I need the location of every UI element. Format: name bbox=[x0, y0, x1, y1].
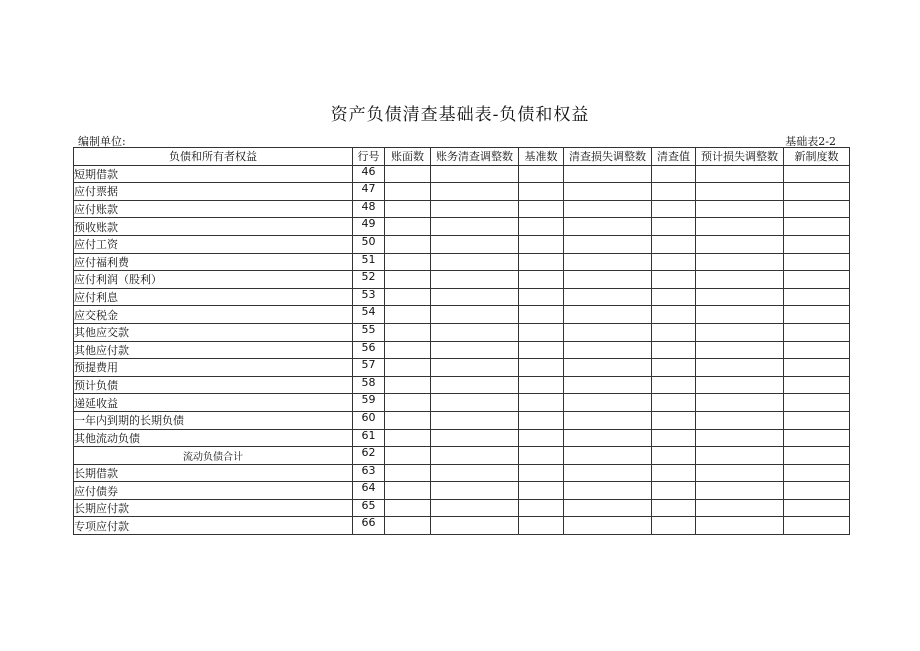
row-number: 53 bbox=[353, 288, 385, 306]
row-number: 46 bbox=[353, 165, 385, 183]
item-name: 长期应付款 bbox=[74, 499, 353, 517]
value-cell bbox=[652, 429, 696, 447]
value-cell bbox=[385, 306, 431, 324]
value-cell bbox=[431, 447, 519, 465]
value-cell bbox=[431, 183, 519, 201]
value-cell bbox=[784, 341, 850, 359]
column-header: 预计损失调整数 bbox=[696, 148, 784, 166]
value-cell bbox=[696, 517, 784, 535]
item-name: 应付账款 bbox=[74, 200, 353, 218]
row-number: 60 bbox=[353, 411, 385, 429]
value-cell bbox=[784, 359, 850, 377]
column-header: 清查损失调整数 bbox=[564, 148, 652, 166]
item-name: 其他流动负债 bbox=[74, 429, 353, 447]
value-cell bbox=[564, 394, 652, 412]
value-cell bbox=[564, 288, 652, 306]
row-number: 50 bbox=[353, 235, 385, 253]
item-name: 应付福利费 bbox=[74, 253, 353, 271]
value-cell bbox=[519, 499, 564, 517]
value-cell bbox=[564, 306, 652, 324]
value-cell bbox=[519, 306, 564, 324]
value-cell bbox=[385, 341, 431, 359]
value-cell bbox=[564, 341, 652, 359]
table-row bbox=[74, 341, 850, 359]
value-cell bbox=[431, 429, 519, 447]
table-row bbox=[74, 411, 850, 429]
row-number: 48 bbox=[353, 200, 385, 218]
value-cell bbox=[652, 323, 696, 341]
value-cell bbox=[519, 183, 564, 201]
value-cell bbox=[784, 464, 850, 482]
value-cell bbox=[519, 341, 564, 359]
table-row bbox=[74, 218, 850, 236]
value-cell bbox=[431, 253, 519, 271]
value-cell bbox=[696, 235, 784, 253]
value-cell bbox=[564, 165, 652, 183]
item-name: 一年内到期的长期负债 bbox=[74, 411, 353, 429]
value-cell bbox=[784, 183, 850, 201]
value-cell bbox=[431, 376, 519, 394]
item-name: 应付利息 bbox=[74, 288, 353, 306]
value-cell bbox=[784, 376, 850, 394]
table-row bbox=[74, 464, 850, 482]
value-cell bbox=[564, 429, 652, 447]
value-cell bbox=[784, 165, 850, 183]
item-name: 应付债券 bbox=[74, 482, 353, 500]
value-cell bbox=[696, 306, 784, 324]
row-number: 49 bbox=[353, 218, 385, 236]
value-cell bbox=[519, 447, 564, 465]
item-name: 短期借款 bbox=[74, 165, 353, 183]
value-cell bbox=[696, 323, 784, 341]
value-cell bbox=[519, 394, 564, 412]
row-number: 57 bbox=[353, 359, 385, 377]
value-cell bbox=[431, 271, 519, 289]
value-cell bbox=[519, 429, 564, 447]
value-cell bbox=[431, 288, 519, 306]
value-cell bbox=[385, 429, 431, 447]
row-number: 54 bbox=[353, 306, 385, 324]
column-header: 负债和所有者权益 bbox=[74, 148, 353, 166]
value-cell bbox=[431, 341, 519, 359]
value-cell bbox=[385, 359, 431, 377]
value-cell bbox=[385, 200, 431, 218]
value-cell bbox=[784, 218, 850, 236]
value-cell bbox=[784, 517, 850, 535]
value-cell bbox=[652, 306, 696, 324]
value-cell bbox=[431, 394, 519, 412]
header-row bbox=[74, 148, 850, 166]
value-cell bbox=[696, 341, 784, 359]
value-cell bbox=[564, 323, 652, 341]
value-cell bbox=[431, 200, 519, 218]
value-cell bbox=[431, 482, 519, 500]
item-name: 应付票据 bbox=[74, 183, 353, 201]
value-cell bbox=[519, 235, 564, 253]
value-cell bbox=[652, 411, 696, 429]
row-number: 58 bbox=[353, 376, 385, 394]
table-row bbox=[74, 183, 850, 201]
page-title: 资产负债清查基础表-负债和权益 bbox=[330, 105, 590, 125]
value-cell bbox=[696, 218, 784, 236]
value-cell bbox=[652, 165, 696, 183]
value-cell bbox=[696, 464, 784, 482]
value-cell bbox=[385, 183, 431, 201]
value-cell bbox=[784, 253, 850, 271]
table-row bbox=[74, 429, 850, 447]
value-cell bbox=[519, 253, 564, 271]
column-header: 账务清查调整数 bbox=[431, 148, 519, 166]
value-cell bbox=[696, 165, 784, 183]
row-number: 62 bbox=[353, 447, 385, 465]
value-cell bbox=[564, 447, 652, 465]
value-cell bbox=[385, 253, 431, 271]
row-number: 64 bbox=[353, 482, 385, 500]
value-cell bbox=[564, 235, 652, 253]
value-cell bbox=[431, 499, 519, 517]
table-row bbox=[74, 394, 850, 412]
row-number: 61 bbox=[353, 429, 385, 447]
row-number: 52 bbox=[353, 271, 385, 289]
value-cell bbox=[784, 394, 850, 412]
value-cell bbox=[385, 517, 431, 535]
value-cell bbox=[385, 447, 431, 465]
value-cell bbox=[784, 200, 850, 218]
table-row bbox=[74, 200, 850, 218]
value-cell bbox=[784, 429, 850, 447]
value-cell bbox=[519, 165, 564, 183]
value-cell bbox=[652, 394, 696, 412]
table-row bbox=[74, 253, 850, 271]
value-cell bbox=[385, 464, 431, 482]
value-cell bbox=[696, 411, 784, 429]
value-cell bbox=[519, 517, 564, 535]
value-cell bbox=[696, 499, 784, 517]
value-cell bbox=[564, 253, 652, 271]
item-name: 长期借款 bbox=[74, 464, 353, 482]
column-header: 清查值 bbox=[652, 148, 696, 166]
value-cell bbox=[564, 376, 652, 394]
value-cell bbox=[385, 323, 431, 341]
item-name: 预收账款 bbox=[74, 218, 353, 236]
value-cell bbox=[431, 323, 519, 341]
value-cell bbox=[784, 482, 850, 500]
value-cell bbox=[385, 235, 431, 253]
table-row bbox=[74, 359, 850, 377]
value-cell bbox=[652, 200, 696, 218]
value-cell bbox=[564, 218, 652, 236]
table-row bbox=[74, 235, 850, 253]
balance-sheet-table bbox=[73, 147, 850, 535]
item-name: 专项应付款 bbox=[74, 517, 353, 535]
value-cell bbox=[784, 411, 850, 429]
value-cell bbox=[564, 464, 652, 482]
table-body bbox=[74, 165, 850, 534]
table-row bbox=[74, 482, 850, 500]
table-row bbox=[74, 288, 850, 306]
item-name: 流动负债合计 bbox=[74, 447, 353, 465]
value-cell bbox=[784, 447, 850, 465]
value-cell bbox=[652, 464, 696, 482]
value-cell bbox=[784, 288, 850, 306]
item-name: 应交税金 bbox=[74, 306, 353, 324]
table-row bbox=[74, 447, 850, 465]
item-name: 应付工资 bbox=[74, 235, 353, 253]
column-header: 基准数 bbox=[519, 148, 564, 166]
value-cell bbox=[652, 235, 696, 253]
value-cell bbox=[564, 200, 652, 218]
value-cell bbox=[784, 306, 850, 324]
row-number: 51 bbox=[353, 253, 385, 271]
table-row bbox=[74, 271, 850, 289]
value-cell bbox=[652, 271, 696, 289]
value-cell bbox=[431, 359, 519, 377]
table-row bbox=[74, 323, 850, 341]
value-cell bbox=[385, 165, 431, 183]
value-cell bbox=[696, 447, 784, 465]
table-row bbox=[74, 165, 850, 183]
row-number: 47 bbox=[353, 183, 385, 201]
row-number: 55 bbox=[353, 323, 385, 341]
value-cell bbox=[431, 464, 519, 482]
value-cell bbox=[564, 271, 652, 289]
value-cell bbox=[564, 499, 652, 517]
value-cell bbox=[385, 482, 431, 500]
value-cell bbox=[696, 253, 784, 271]
value-cell bbox=[431, 517, 519, 535]
value-cell bbox=[519, 464, 564, 482]
value-cell bbox=[784, 271, 850, 289]
value-cell bbox=[696, 288, 784, 306]
value-cell bbox=[652, 376, 696, 394]
value-cell bbox=[696, 183, 784, 201]
value-cell bbox=[784, 235, 850, 253]
value-cell bbox=[564, 482, 652, 500]
item-name: 其他应付款 bbox=[74, 341, 353, 359]
value-cell bbox=[431, 165, 519, 183]
row-number: 56 bbox=[353, 341, 385, 359]
value-cell bbox=[519, 359, 564, 377]
value-cell bbox=[385, 271, 431, 289]
value-cell bbox=[519, 482, 564, 500]
value-cell bbox=[564, 183, 652, 201]
value-cell bbox=[784, 323, 850, 341]
table-row bbox=[74, 499, 850, 517]
value-cell bbox=[564, 359, 652, 377]
value-cell bbox=[696, 271, 784, 289]
value-cell bbox=[696, 429, 784, 447]
value-cell bbox=[652, 447, 696, 465]
column-header: 账面数 bbox=[385, 148, 431, 166]
value-cell bbox=[519, 288, 564, 306]
value-cell bbox=[652, 288, 696, 306]
value-cell bbox=[519, 200, 564, 218]
column-header: 新制度数 bbox=[784, 148, 850, 166]
value-cell bbox=[652, 517, 696, 535]
row-number: 65 bbox=[353, 499, 385, 517]
value-cell bbox=[431, 306, 519, 324]
value-cell bbox=[564, 411, 652, 429]
value-cell bbox=[519, 411, 564, 429]
item-name: 其他应交款 bbox=[74, 323, 353, 341]
value-cell bbox=[385, 411, 431, 429]
value-cell bbox=[431, 218, 519, 236]
value-cell bbox=[652, 253, 696, 271]
value-cell bbox=[652, 183, 696, 201]
value-cell bbox=[385, 499, 431, 517]
value-cell bbox=[696, 200, 784, 218]
value-cell bbox=[519, 376, 564, 394]
row-number: 66 bbox=[353, 517, 385, 535]
value-cell bbox=[652, 341, 696, 359]
column-header: 行号 bbox=[353, 148, 385, 166]
value-cell bbox=[696, 394, 784, 412]
value-cell bbox=[519, 218, 564, 236]
table-row bbox=[74, 306, 850, 324]
value-cell bbox=[652, 218, 696, 236]
value-cell bbox=[696, 359, 784, 377]
value-cell bbox=[519, 323, 564, 341]
value-cell bbox=[431, 411, 519, 429]
row-number: 63 bbox=[353, 464, 385, 482]
value-cell bbox=[652, 359, 696, 377]
unit-label: 编制单位: bbox=[78, 135, 126, 148]
row-number: 59 bbox=[353, 394, 385, 412]
value-cell bbox=[385, 288, 431, 306]
value-cell bbox=[652, 482, 696, 500]
value-cell bbox=[385, 376, 431, 394]
item-name: 预计负债 bbox=[74, 376, 353, 394]
item-name: 递延收益 bbox=[74, 394, 353, 412]
value-cell bbox=[385, 218, 431, 236]
value-cell bbox=[564, 517, 652, 535]
value-cell bbox=[385, 394, 431, 412]
value-cell bbox=[784, 499, 850, 517]
table-row bbox=[74, 376, 850, 394]
item-name: 应付利润（股利） bbox=[74, 271, 353, 289]
value-cell bbox=[519, 271, 564, 289]
value-cell bbox=[696, 376, 784, 394]
value-cell bbox=[431, 235, 519, 253]
value-cell bbox=[696, 482, 784, 500]
table-row bbox=[74, 517, 850, 535]
value-cell bbox=[652, 499, 696, 517]
item-name: 预提费用 bbox=[74, 359, 353, 377]
form-code: 基础表2-2 bbox=[785, 135, 836, 148]
